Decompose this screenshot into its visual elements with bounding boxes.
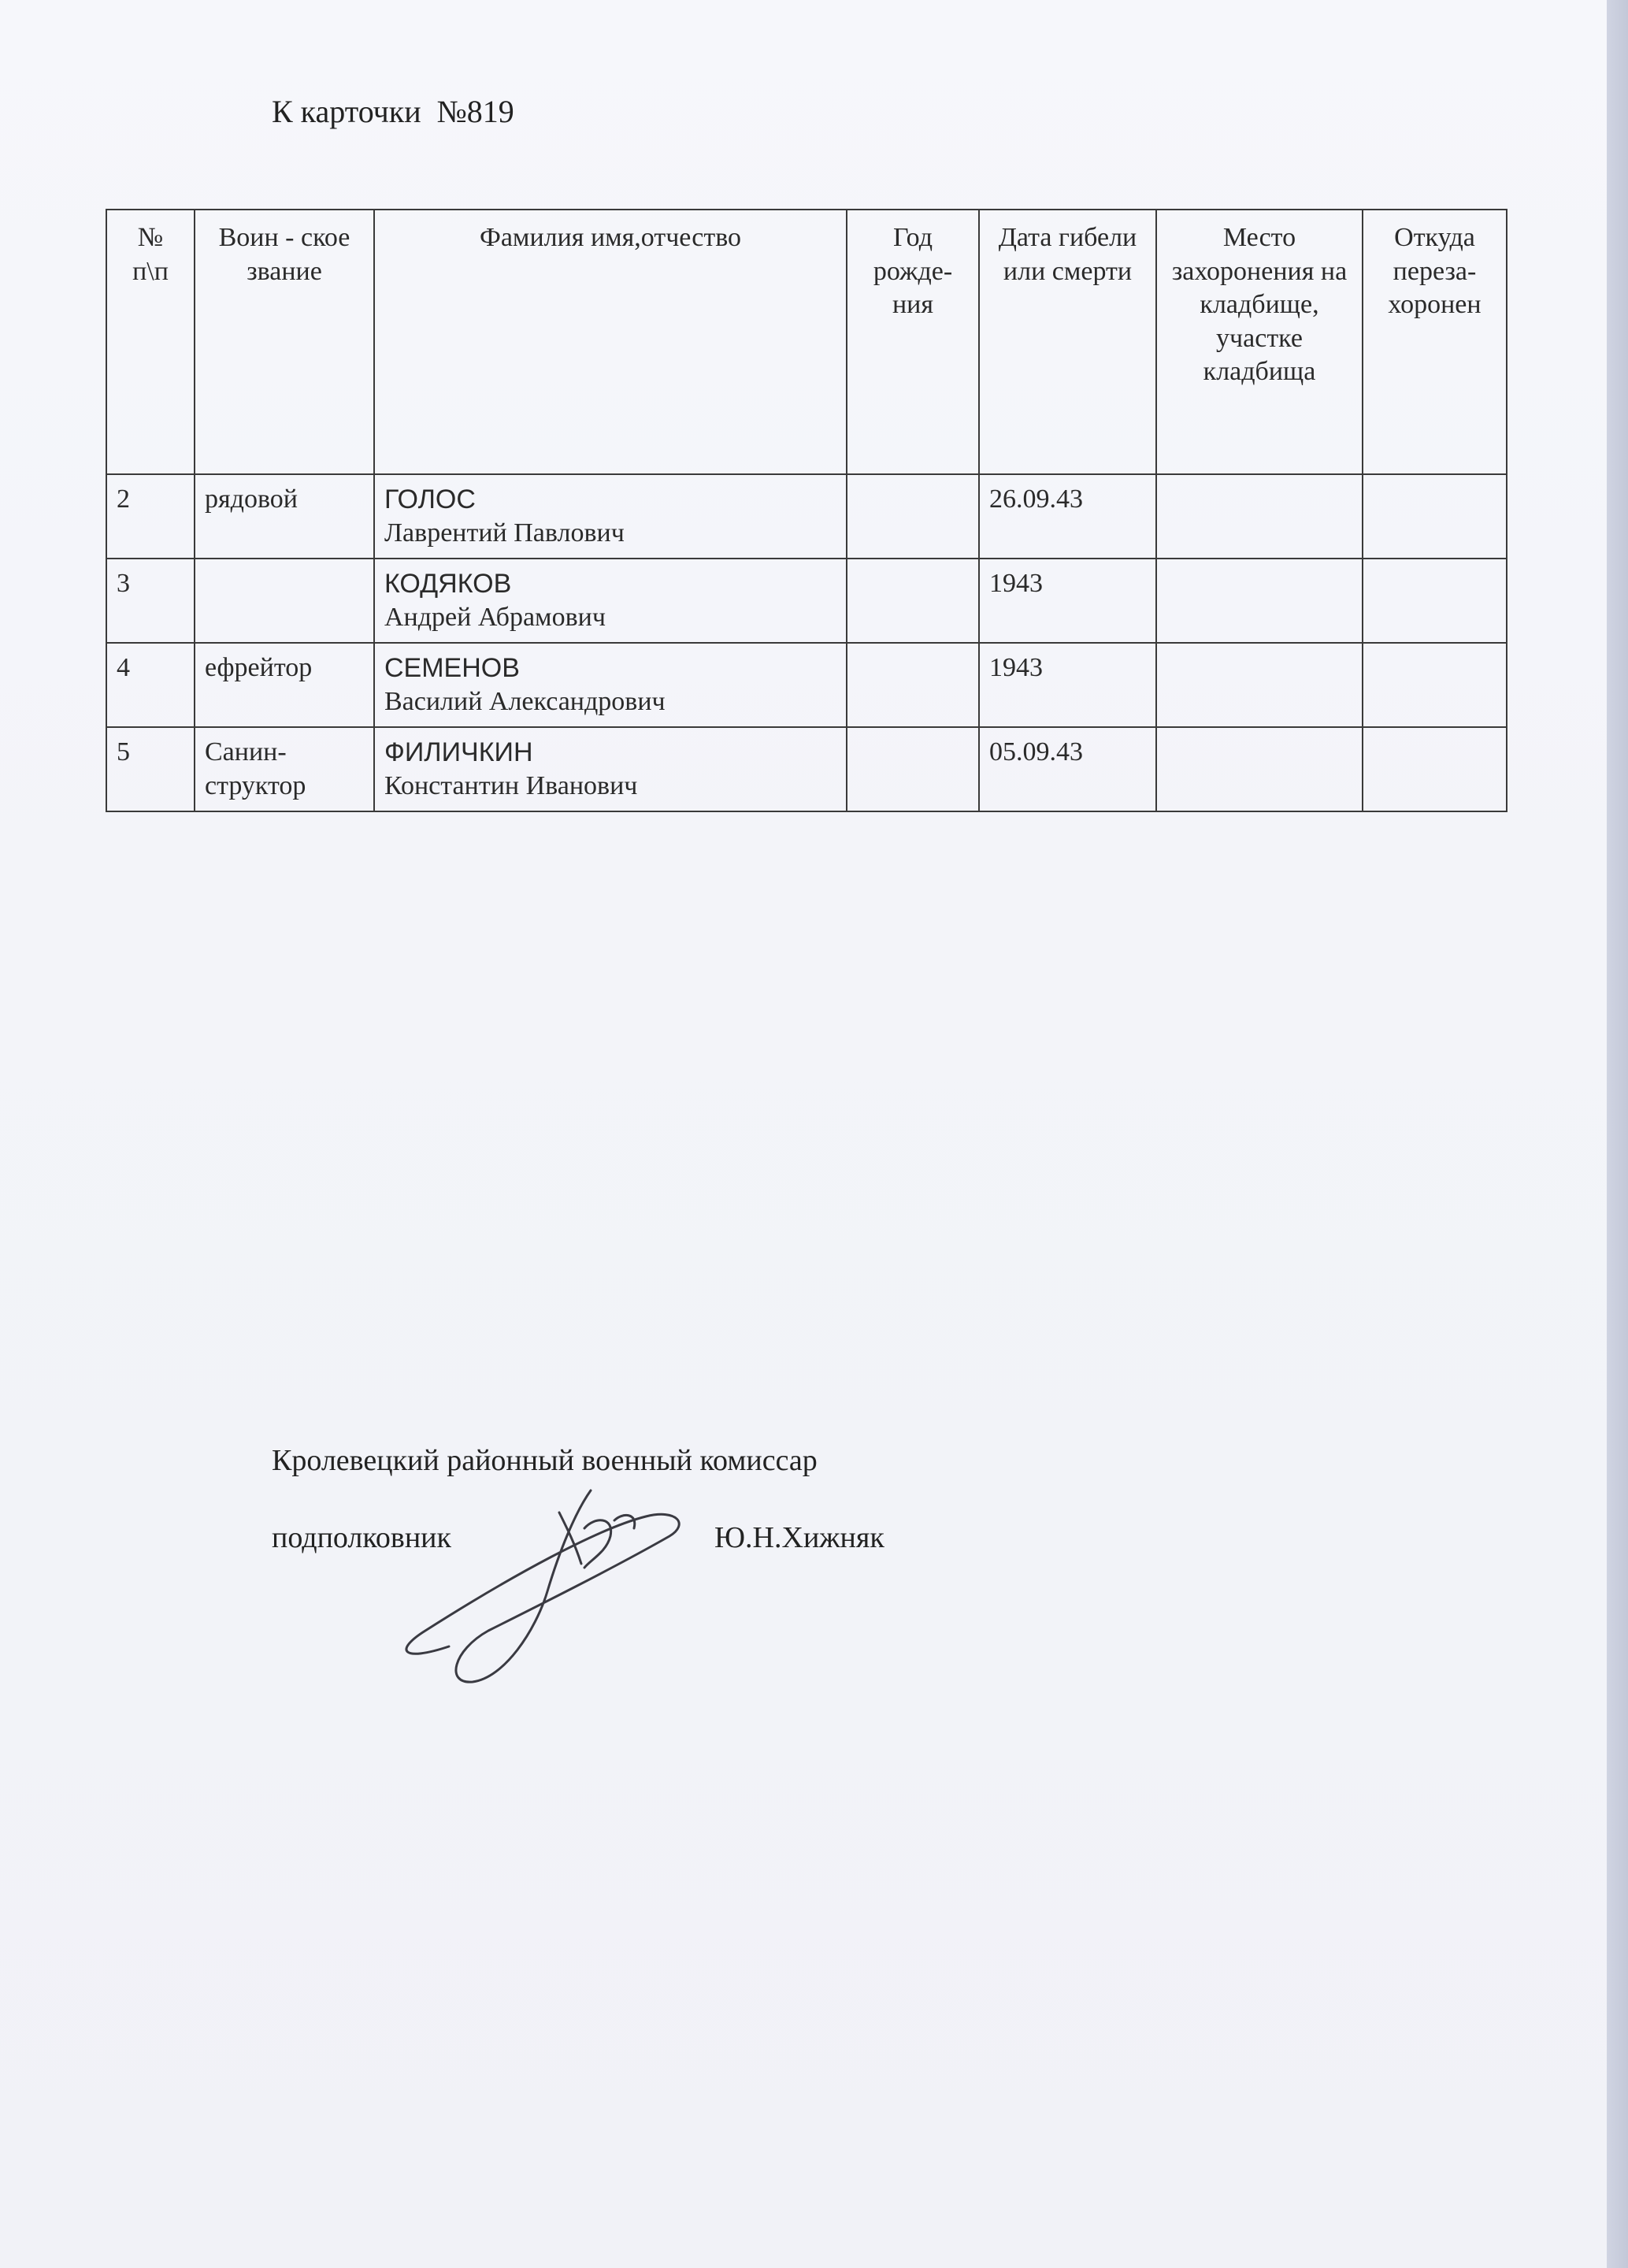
row-full-name <box>374 559 847 643</box>
signature-stroke <box>559 1513 635 1568</box>
row-number: 4 <box>106 643 195 727</box>
row-death-date: 1943 <box>979 643 1156 727</box>
table-row <box>106 643 1507 727</box>
row-burial-place <box>1156 559 1363 643</box>
row-birth-year <box>847 727 979 811</box>
given-name-patronymic: Василий Александрович <box>384 686 666 716</box>
row-rank: ефрейтор <box>195 643 374 727</box>
col-burial-place: Место захоронения на кладбище, участке кладбища <box>1156 210 1363 474</box>
row-burial-place <box>1156 474 1363 559</box>
row-number: 5 <box>106 727 195 811</box>
col-birth-year: Год рожде- ния <box>847 210 979 474</box>
row-reburied-from <box>1363 559 1507 643</box>
surname: СЕМЕНОВ <box>384 653 520 683</box>
row-rank <box>195 559 374 643</box>
row-birth-year <box>847 643 979 727</box>
row-burial-place <box>1156 727 1363 811</box>
row-death-date: 05.09.43 <box>979 727 1156 811</box>
signatory-name: Ю.Н.Хижняк <box>714 1521 884 1554</box>
col-reburied-from: Откуда переза- хоронен <box>1363 210 1507 474</box>
signature-icon <box>378 1481 709 1702</box>
row-death-date: 1943 <box>979 559 1156 643</box>
given-name-patronymic: Андрей Абрамович <box>384 602 606 632</box>
signature-stroke <box>406 1490 679 1682</box>
row-full-name <box>374 474 847 559</box>
table-row <box>106 559 1507 643</box>
col-death-date: Дата гибели или смерти <box>979 210 1156 474</box>
row-birth-year <box>847 559 979 643</box>
row-number: 2 <box>106 474 195 559</box>
row-burial-place <box>1156 643 1363 727</box>
table-row <box>106 474 1507 559</box>
card-reference: К карточки №819 <box>272 94 514 129</box>
burial-table <box>106 209 1507 812</box>
table-row <box>106 727 1507 811</box>
row-reburied-from <box>1363 643 1507 727</box>
surname: ФИЛИЧКИН <box>384 737 533 767</box>
commissar-title: Кролевецкий районный военный комиссар <box>272 1444 818 1477</box>
row-number: 3 <box>106 559 195 643</box>
row-reburied-from <box>1363 474 1507 559</box>
signatory-rank: подполковник <box>272 1521 451 1554</box>
surname: КОДЯКОВ <box>384 569 512 599</box>
row-death-date: 26.09.43 <box>979 474 1156 559</box>
col-full-name: Фамилия имя,отчество <box>374 210 847 474</box>
page-edge <box>1607 0 1628 2268</box>
surname: ГОЛОС <box>384 484 476 514</box>
given-name-patronymic: Константин Иванович <box>384 770 638 800</box>
given-name-patronymic: Лаврентий Павлович <box>384 518 625 548</box>
row-birth-year <box>847 474 979 559</box>
row-rank: Санин- структор <box>195 727 374 811</box>
col-rank: Воин - ское звание <box>195 210 374 474</box>
row-rank: рядовой <box>195 474 374 559</box>
row-full-name <box>374 643 847 727</box>
row-full-name <box>374 727 847 811</box>
col-number: № п\п <box>106 210 195 474</box>
table-header-row <box>106 210 1507 474</box>
row-reburied-from <box>1363 727 1507 811</box>
